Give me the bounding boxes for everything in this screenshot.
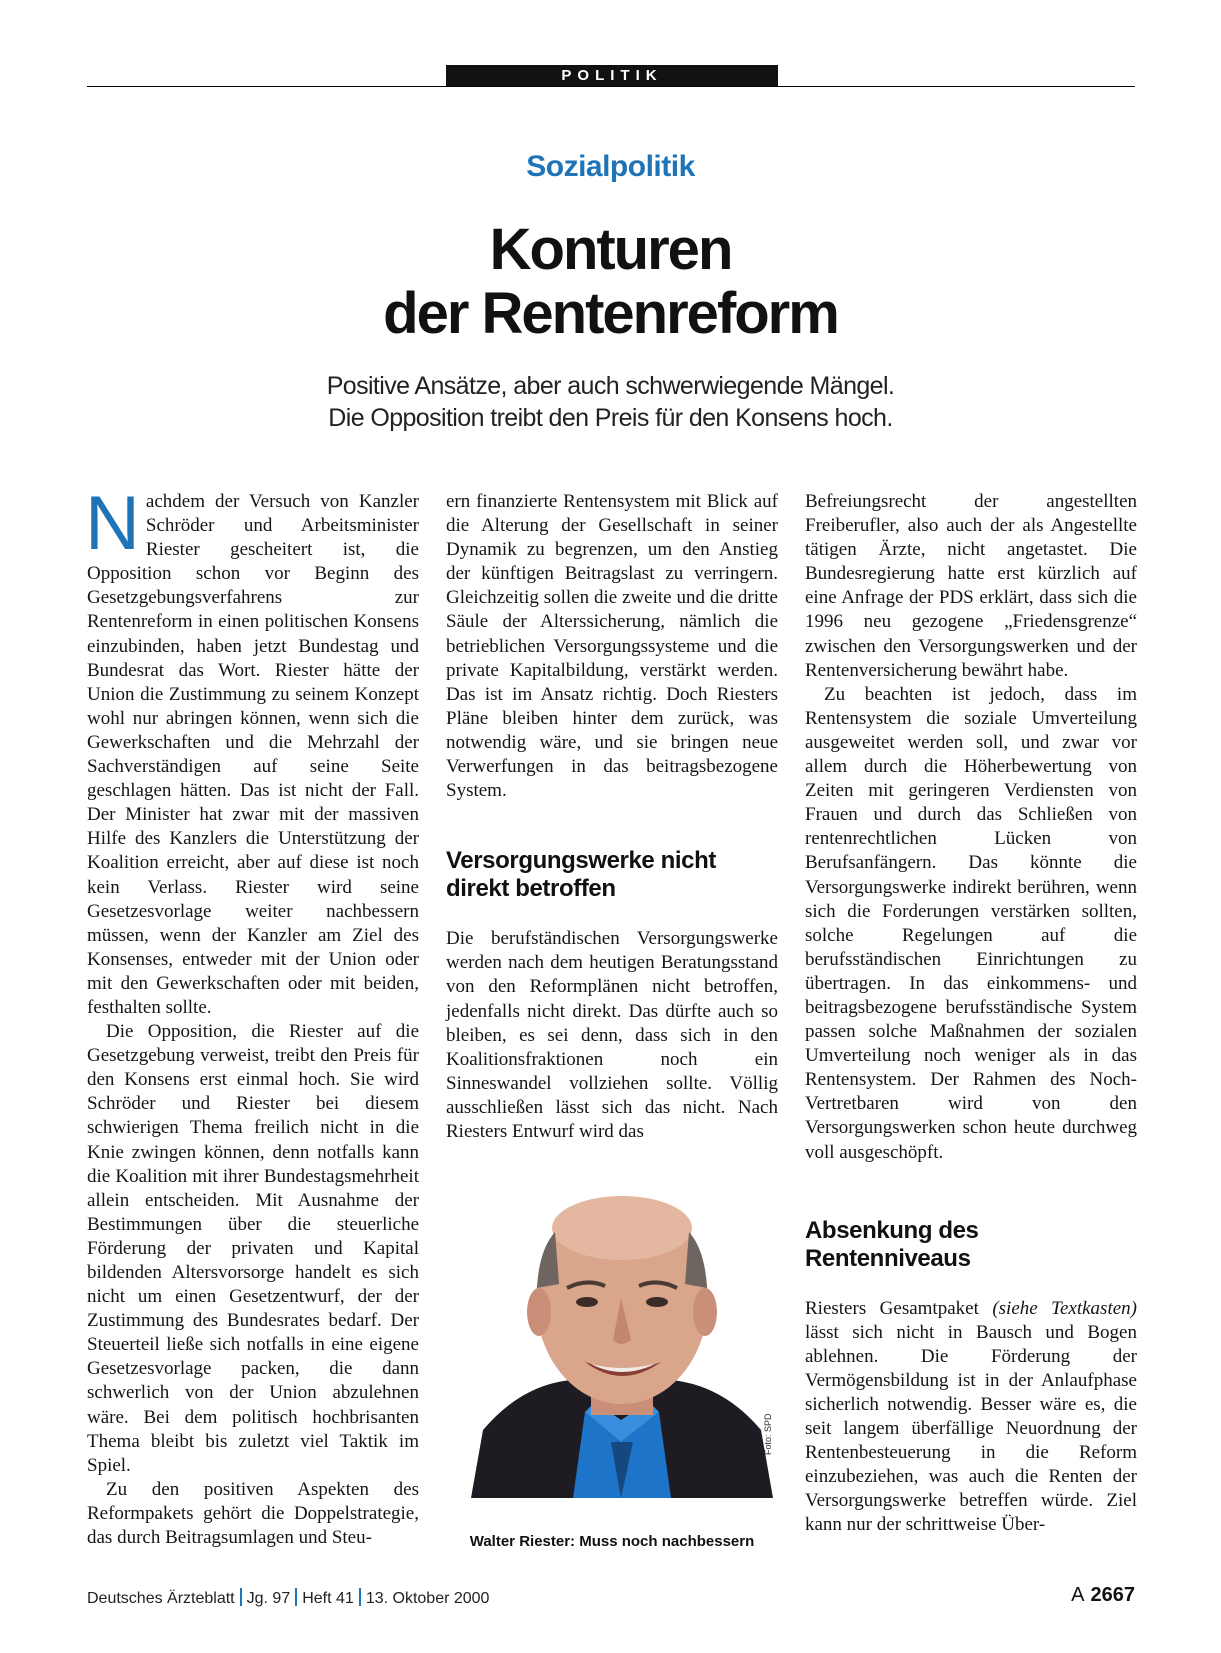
paragraph: ern finanzierte Rentensystem mit Blick auf die Alterung der Gesellschaft in seiner Dynamik zu begrenzen, um den Anstieg der künftigen Beitragslast zu verringern. Gleichzeitig sollen die zweite und die dritte Säule der Alterssicherung, nämlich die betrieblichen Versorgungssysteme und die private Kapitalbildung, verstärkt werden. Das ist im Ansatz richtig. Doch Riesters Pläne bleiben hinter dem zurück, was notwendig wäre, und sie bringen neue Verwerfungen in das beitragsbezogene System. bbox=[446, 491, 778, 802]
journal-issue: Heft 41 bbox=[302, 1590, 354, 1607]
paragraph: Die Opposition, die Riester auf die Gesetzgebung verweist, treibt den Preis für den Konsens erst einmal hoch. Sie wird Schröder und Riester bei diesem schwierigen Thema freilich nicht in die Knie zwingen können, denn notfalls kann die Koalition mit ihrer Bundestagsmehrheit allein entscheiden. Mit Ausnahme der Bestimmungen über die steuerliche Förderung der privaten und Kapital bildenden Altersvorsorge handelt es sich nicht um einen Gesetzentwurf, der der Zustimmung des Bundesrates bedarf. Der Steuerteil ließe sich notfalls in eine eigene Gesetzesvorlage packen, die dann schwerlich von der Union abzulehnen wäre. Bei dem politisch hochbrisanten Thema bleibt bis zuletzt viel Taktik im Spiel. bbox=[87, 1021, 419, 1476]
page-footer bbox=[87, 1588, 489, 1608]
journal-name: Deutsches Ärzteblatt bbox=[87, 1590, 235, 1607]
page-number bbox=[1071, 1584, 1135, 1607]
subheading: Versorgungswerke nicht direkt betroffen bbox=[446, 847, 716, 903]
page-number-value: 2667 bbox=[1090, 1584, 1135, 1606]
article-kicker: Sozialpolitik bbox=[526, 150, 695, 183]
paragraph: Zu den positiven Aspekten des Reformpakets gehört die Doppelstrategie, das durch Beitragsumlagen und Steu- bbox=[87, 1478, 419, 1549]
column-1 bbox=[85, 481, 419, 1550]
column-3 bbox=[805, 490, 1137, 1538]
subheading: Absenkung des Rentenniveaus bbox=[805, 1216, 979, 1272]
paragraph-text: achdem der Versuch von Kanzler Schröder und Arbeitsminister Riester gescheitert ist, die Opposition schon vor Beginn des Gesetzgebungsverfahrens zur Rentenreform in einen politischen Konsens einzubinden, haben jetzt Bundestag und Bundesrat das Wort. Riester hätte der Union die Zustimmung zu seinem Konzept wohl nur abringen können, wenn sich die Gewerkschaften und die Mehrzahl der Sachverständigen auf seine Seite geschlagen hätten. Das ist nicht der Fall. Der Minister hat zwar mit der massiven Hilfe des Kanzlers die Unterstützung der Koalition erreicht, aber auf diese ist noch kein Verlass. Riester wird seine Gesetzesvorlage weiter nachbessern müssen, wenn der Kanzler am Ziel des Konsenses, entweder mit der Union oder mit den Gewerkschaften oder mit beiden, festhalten sollte. bbox=[87, 491, 419, 1018]
issue-date: 13. Oktober 2000 bbox=[365, 1590, 490, 1607]
footer-separator bbox=[295, 1588, 297, 1606]
page-prefix: A bbox=[1071, 1584, 1085, 1606]
paragraph-text: lässt sich nicht in Bausch und Bogen ablehnen. Die Förderung der Vermögensbildung ist in der Anlaufphase sicherlich notwendig. Besser wäre es, die seit langem überfällige Neuordnung der Rentenbesteuerung in die Reform einzubeziehen, was auch die Renten der Versorgungswerke betreffen würde. Ziel kann nur der schrittweise Über- bbox=[805, 1321, 1137, 1536]
section-label: POLITIK bbox=[446, 65, 778, 86]
photo-caption: Walter Riester: Muss noch nachbessern bbox=[469, 1533, 755, 1550]
column-2 bbox=[446, 490, 778, 1144]
paragraph bbox=[805, 1297, 1137, 1538]
portrait-photo bbox=[461, 1180, 781, 1498]
article-dek bbox=[0, 370, 1221, 434]
article-title bbox=[0, 218, 1221, 346]
journal-volume: Jg. 97 bbox=[246, 1590, 291, 1607]
drop-cap: N bbox=[85, 481, 140, 566]
section-rule bbox=[87, 86, 1135, 87]
dek-line-2: Die Opposition treibt den Preis für den Konsens hoch. bbox=[328, 404, 893, 432]
dek-line-1: Positive Ansätze, aber auch schwerwiegende Mängel. bbox=[326, 372, 895, 400]
paragraph bbox=[85, 481, 419, 1020]
cross-reference: (siehe Textkasten) bbox=[992, 1297, 1137, 1319]
paragraph: Zu beachten ist jedoch, dass im Rentensystem die soziale Umverteilung ausgeweitet werden soll, und zwar vor allem durch die Höherbewertung von Zeiten mit geringeren Verdiensten von Frauen und durch das Schließen von rentenrechtlichen Lücken von Berufsanfängern. Das könnte die Versorgungswerke indirekt berühren, wenn sich die Forderungen verstärken sollten, solche Regelungen auf die berufsständischen Einrichtungen zu übertragen. In das einkommens- und beitragsbezogene berufsständische System passen solche Maßnahmen der sozialen Umverteilung noch weniger als in das Rentensystem. Der Rahmen des Noch-Vertretbaren wird von den Versorgungswerken schon heute durchweg voll ausgeschöpft. bbox=[805, 683, 1137, 1163]
paragraph-text: Riesters Gesamtpaket bbox=[805, 1297, 993, 1319]
title-line-1: Konturen bbox=[489, 217, 732, 282]
footer-separator bbox=[359, 1588, 361, 1606]
title-line-2: der Rentenreform bbox=[383, 281, 838, 346]
footer-separator bbox=[240, 1588, 242, 1606]
photo-credit: Foto: SPD bbox=[763, 1413, 773, 1455]
paragraph: Befreiungsrecht der angestellten Freiberufler, also auch der als Angestellte tätigen Ärzte, nicht angetastet. Die Bundesregierung hatte erst kürzlich auf eine Anfrage der PDS erklärt, dass sich die 1996 neu gezogene „Friedensgrenze“ zwischen den Versorgungswerken und der Rentenversicherung bewährt habe. bbox=[805, 491, 1137, 681]
paragraph: Die berufständischen Versorgungswerke werden nach dem heutigen Beratungsstand von den Reformplänen nicht betroffen, jedenfalls nicht direkt. Das dürfte auch so bleiben, es sei denn, dass sich in den Koalitionsfraktionen noch ein Sinneswandel vollziehen sollte. Völlig ausschließen lässt sich das nicht. Nach Riesters Entwurf wird das bbox=[446, 928, 778, 1142]
